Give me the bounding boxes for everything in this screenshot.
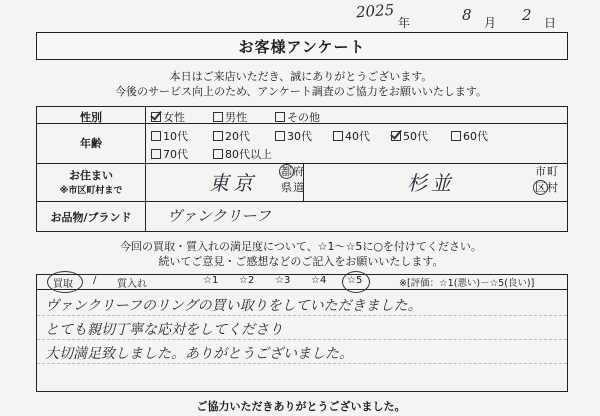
checkbox-checked-icon[interactable] xyxy=(151,112,161,122)
intro-line-1: 本日はご来店いただき、誠にありがとうございます。 xyxy=(169,70,433,83)
comment-line-3[interactable]: 大切満足致しました。ありがとうございました。 xyxy=(45,346,353,362)
page-title: お客様アンケート xyxy=(36,32,568,60)
age-option-20s[interactable]: 20代 xyxy=(213,128,250,144)
checkbox-icon[interactable] xyxy=(213,131,223,141)
day-label: 日 xyxy=(544,16,557,30)
type-purchase-label[interactable]: 買取 xyxy=(53,279,73,290)
checkbox-icon[interactable] xyxy=(213,149,223,159)
age-option-10s[interactable]: 10代 xyxy=(151,128,188,144)
star-5-option[interactable]: ☆5 xyxy=(347,275,363,286)
city-kanji-ku: 区 xyxy=(535,181,546,194)
satisfaction-header-row xyxy=(37,275,567,290)
checkbox-icon[interactable] xyxy=(213,112,223,122)
satisfaction-instruction-1: 今回の買取・質入れの満足度について、☆1～☆5に○を付けてください。 xyxy=(120,240,482,253)
age-option-40s[interactable]: 40代 xyxy=(333,128,370,144)
checkbox-checked-icon[interactable] xyxy=(391,131,401,141)
star-1-option[interactable]: ☆1 xyxy=(203,275,219,286)
brand-label: お品物/ブランド xyxy=(50,211,132,224)
satisfaction-instruction-2: 続いてご意見・ご感想などのご記入をお願いいたします。 xyxy=(158,255,444,268)
gender-option-female[interactable]: 女性 xyxy=(151,109,185,125)
month-label: 月 xyxy=(484,16,497,30)
intro-line-2: 今後のサービス向上のため、アンケート調査のご協力をお願いいたします。 xyxy=(114,85,488,98)
type-pawn-label[interactable]: 質入れ xyxy=(117,279,147,290)
type-separator: / xyxy=(93,275,97,286)
brand-value[interactable]: ヴァンクリーフ xyxy=(167,207,271,225)
gender-label: 性別 xyxy=(80,111,102,124)
pref-kanji-ken: 県 xyxy=(281,181,292,194)
prefecture-circle-mark xyxy=(279,164,294,179)
thank-you-footer: ご協力いただきありがとうございました。 xyxy=(196,400,406,413)
city-kanji-shi: 市 xyxy=(535,165,546,178)
city-kanji-machi: 町 xyxy=(547,165,558,178)
star-4-option[interactable]: ☆4 xyxy=(311,275,327,286)
purchase-circle-mark xyxy=(47,271,83,293)
pref-kanji-dou: 道 xyxy=(293,181,304,194)
pref-kanji-fu: 府 xyxy=(293,165,304,178)
comment-line-1[interactable]: ヴァンクリーフのリングの買い取りをしていただきました。 xyxy=(45,298,422,314)
gender-option-other[interactable]: その他 xyxy=(275,109,320,125)
survey-year: 2025 xyxy=(355,0,395,22)
year-label: 年 xyxy=(398,16,411,30)
gender-option-male[interactable]: 男性 xyxy=(213,109,247,125)
star-2-option[interactable]: ☆2 xyxy=(239,275,255,286)
age-option-50s[interactable]: 50代 xyxy=(391,128,428,144)
city-value[interactable]: 杉並 xyxy=(407,171,455,195)
pref-kanji-to: 都 xyxy=(281,165,292,178)
city-circle-mark xyxy=(533,180,548,195)
customer-info-form xyxy=(36,106,568,232)
star-5-circle-mark xyxy=(342,271,370,293)
age-label: 年齢 xyxy=(80,137,102,150)
checkbox-icon[interactable] xyxy=(151,131,161,141)
survey-day: 2 xyxy=(522,6,532,24)
age-option-80s-plus[interactable]: 80代以上 xyxy=(213,146,272,162)
age-option-70s[interactable]: 70代 xyxy=(151,146,188,162)
comment-line-2[interactable]: とても親切丁寧な応対をしてくださり xyxy=(45,322,283,338)
checkbox-icon[interactable] xyxy=(151,149,161,159)
checkbox-icon[interactable] xyxy=(275,112,285,122)
checkbox-icon[interactable] xyxy=(451,131,461,141)
rating-legend: ※[評価：☆1(悪い)－☆5(良い)] xyxy=(399,278,535,289)
star-3-option[interactable]: ☆3 xyxy=(275,275,291,286)
age-option-60s[interactable]: 60代 xyxy=(451,128,488,144)
city-kanji-mura: 村 xyxy=(547,181,558,194)
checkbox-icon[interactable] xyxy=(275,131,285,141)
checkbox-icon[interactable] xyxy=(333,131,343,141)
address-label: お住まい xyxy=(69,169,113,182)
prefecture-value[interactable]: 東京 xyxy=(209,171,257,195)
age-option-30s[interactable]: 30代 xyxy=(275,128,312,144)
survey-month: 8 xyxy=(462,6,472,24)
address-note: ※市区町村まで xyxy=(59,186,123,196)
satisfaction-section xyxy=(36,274,568,392)
